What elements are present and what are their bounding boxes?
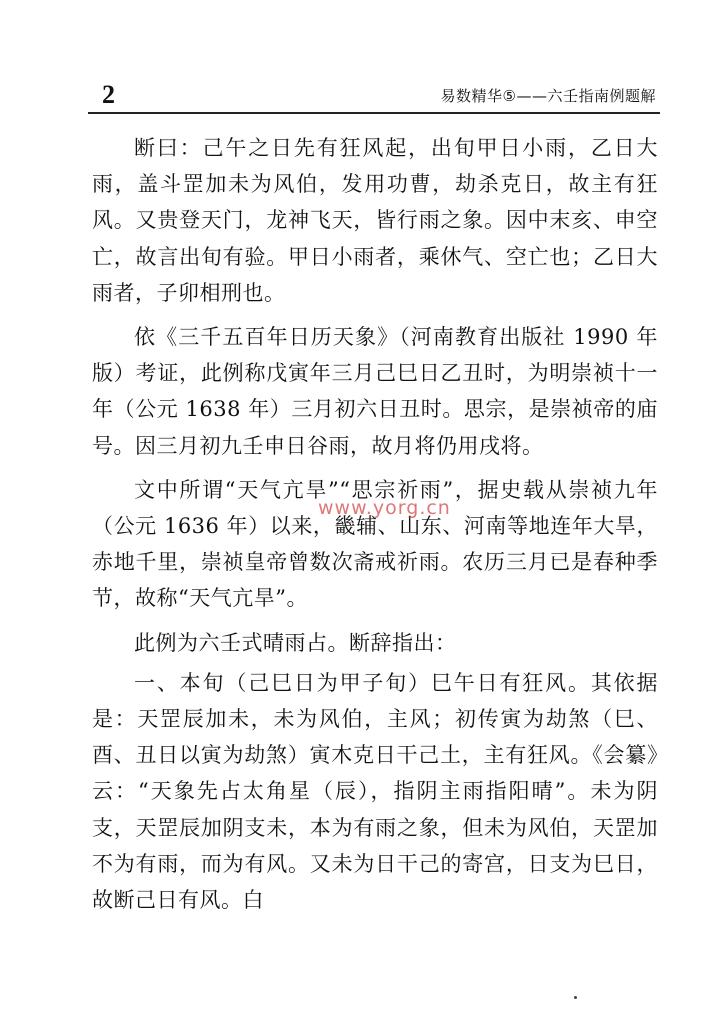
page-number: 2 xyxy=(102,80,115,109)
paragraph-point-one: 一、本旬（己巳日为甲子旬）巳午日有狂风。其依据是：天罡辰加未，未为风伯，主风；初传寅为劫煞（巳、酉、丑日以寅为劫煞）寅木克日干己土，主有狂风。《会纂》云：“天象先占太角星（辰），指阴主雨指阳晴”。未为阴支，天罡辰加阴支未，本为有雨之象，但未为风伯，天罡加不为有雨，而为有风。又未为日干己的寄宫，日支为巳日，故断己日有风。白 xyxy=(92,670,658,913)
paragraph-divination-type: 此例为六壬式晴雨占。断辞指出： xyxy=(134,630,457,655)
paragraph-judgement: 断曰：己午之日先有狂风起，出旬甲日小雨，乙日大雨，盖斗罡加未为风伯，发用功曹，劫杀克日，故主有狂风。又贵登天门，龙神飞天，皆行雨之象。因中末亥、申空亡，故言出旬有验。甲日小雨者，乘休气、空亡也；乙日大雨者，子卯相刑也。 xyxy=(92,136,658,305)
scan-speck xyxy=(574,996,577,999)
page-header xyxy=(88,80,660,114)
running-title: 易数精华⑤——六壬指南例题解 xyxy=(440,87,656,105)
paragraph-calendar-verification: 依《三千五百年日历天象》（河南教育出版社 1990 年版）考证，此例称戊寅年三月己巳日乙丑时，为明崇祯十一年（公元 1638 年）三月初六日丑时。思宗，是崇祯帝的庙号。因三月初九壬申日谷雨，故月将仍用戌将。 xyxy=(92,325,658,458)
watermark: www.yorg.cn xyxy=(318,497,451,519)
body-text xyxy=(92,130,658,922)
paragraph-drought-history: 文中所谓“天气亢旱”“思宗祈雨”，据史载从崇祯九年（公元 1636 年）以来，畿辅、山东、河南等地连年大旱，赤地千里，崇祯皇帝曾数次斋戒祈雨。农历三月已是春种季节，故称“天气亢旱”。 xyxy=(92,477,658,611)
